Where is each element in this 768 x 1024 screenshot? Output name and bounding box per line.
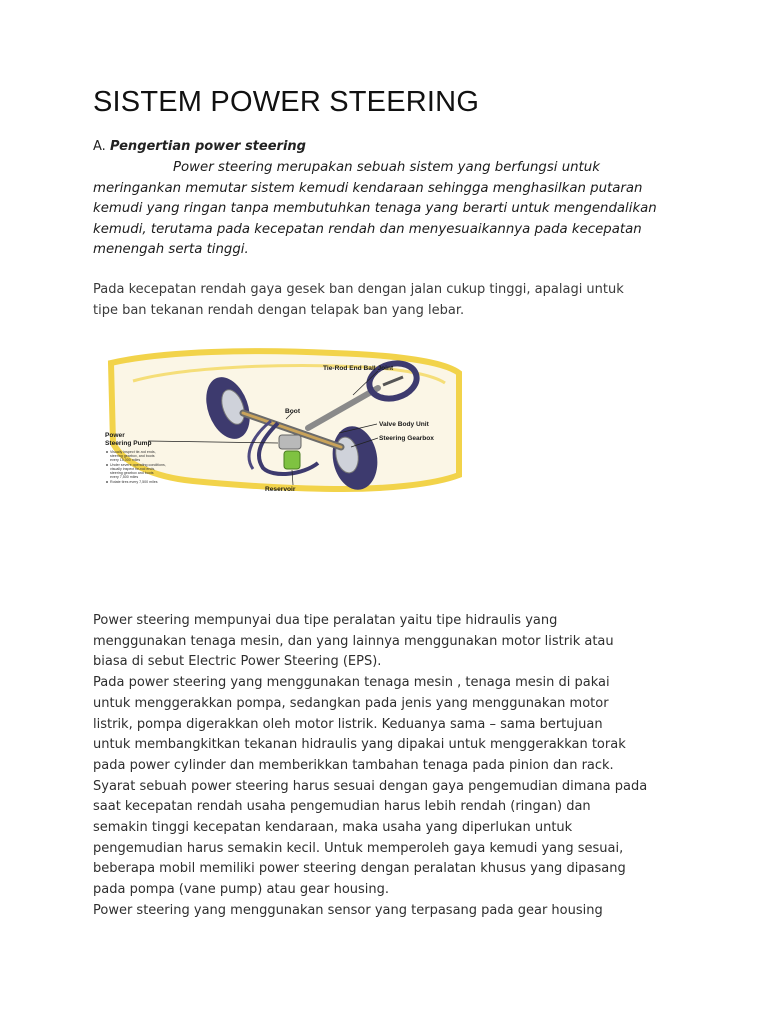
definition-line: meringankan memutar sistem kemudi kendaraan sehingga menghasilkan putaran — [93, 180, 643, 196]
power-steering-diagram — [103, 343, 465, 495]
body-line: untuk menggerakkan pompa, sedangkan pada jenis yang menggunakan motor — [93, 695, 609, 711]
section-a-label: Pengertian power steering — [109, 139, 306, 154]
body-line: beberapa mobil memiliki power steering dengan peralatan khusus yang dipasang — [93, 861, 626, 877]
paragraph-line: Pada kecepatan rendah gaya gesek ban dengan jalan cukup tinggi, apalagi untuk — [93, 282, 624, 297]
definition-line: menengah serta tinggi. — [93, 242, 249, 258]
page-title: SISTEM POWER STEERING — [93, 86, 480, 118]
definition-line: kemudi, terutama pada kecepatan rendah dan menyesuaikannya pada kecepatan — [93, 221, 642, 237]
label-tie-rod: Tie-Rod End Ball Joint — [323, 365, 394, 372]
definition-line: Power steering merupakan sebuah sistem yang berfungsi untuk — [173, 160, 600, 175]
body-line: pada pompa (vane pump) atau gear housing. — [93, 882, 390, 898]
section-a-prefix: A. — [93, 139, 106, 154]
label-boot: Boot — [285, 408, 301, 415]
paragraph-line: tipe ban tekanan rendah dengan telapak ban yang lebar. — [93, 302, 465, 318]
note-line: steering gearbox and boots — [110, 471, 154, 475]
body-line: saat kecepatan rendah usaha pengemudian harus lebih rendah (ringan) dan — [93, 799, 591, 815]
body-line: Power steering mempunyai dua tipe peralatan yaitu tipe hidraulis yang — [93, 613, 558, 628]
label-reservoir: Reservoir — [265, 486, 296, 493]
label-gearbox: Steering Gearbox — [379, 435, 434, 442]
note-line: every 7,500 miles — [110, 475, 139, 479]
paragraph-friction — [93, 280, 693, 321]
note-line: Rotate tires every 7,500 miles — [110, 480, 158, 484]
label-pump-line1: Power — [105, 432, 125, 439]
body-line: Syarat sebuah power steering harus sesuai dengan gaya pengemudian dimana pada — [93, 778, 648, 794]
body-line: Pada power steering yang menggunakan tenaga mesin , tenaga mesin di pakai — [93, 675, 610, 691]
body-line: pengemudian harus semakin kecil. Untuk memperoleh gaya kemudi yang sesuai, — [93, 840, 624, 856]
label-pump-line2: Steering Pump — [105, 440, 152, 447]
note-line: steering gearbox, and boots — [110, 454, 155, 458]
note-line: visually inspect tie-rod ends, — [110, 467, 156, 471]
body-line: listrik, pompa digerakkan oleh motor listrik. Keduanya sama – sama bertujuan — [93, 716, 603, 732]
label-valve-body: Valve Body Unit — [379, 421, 429, 428]
body-line: untuk membangkitkan tekanan hidraulis yang dipakai untuk menggerakkan torak — [93, 737, 626, 753]
note-line: Under severe operating conditions, — [110, 463, 166, 467]
section-a-heading — [93, 139, 306, 154]
definition-line: kemudi yang ringan tanpa membutuhkan tenaga yang berarti untuk mengendalikan — [93, 201, 657, 217]
body-line: semakin tinggi kecepatan kendaraan, maka usaha yang diperlukan untuk — [93, 820, 573, 836]
body-line: menggunakan tenaga mesin, dan yang lainnya menggunakan motor listrik atau — [93, 633, 614, 649]
body-paragraphs — [93, 611, 693, 922]
definition-paragraph — [93, 158, 693, 261]
reservoir-shape — [284, 451, 300, 469]
note-line: every 15,000 miles — [110, 458, 141, 462]
body-line: pada power cylinder dan memberikkan tambahan tenaga pada pinion dan rack. — [93, 757, 614, 773]
body-line: Power steering yang menggunakan sensor yang terpasang pada gear housing — [93, 902, 603, 918]
body-line: biasa di sebut Electric Power Steering (EPS). — [93, 654, 382, 670]
note-line: Visually inspect tie-rod ends, — [110, 450, 156, 454]
